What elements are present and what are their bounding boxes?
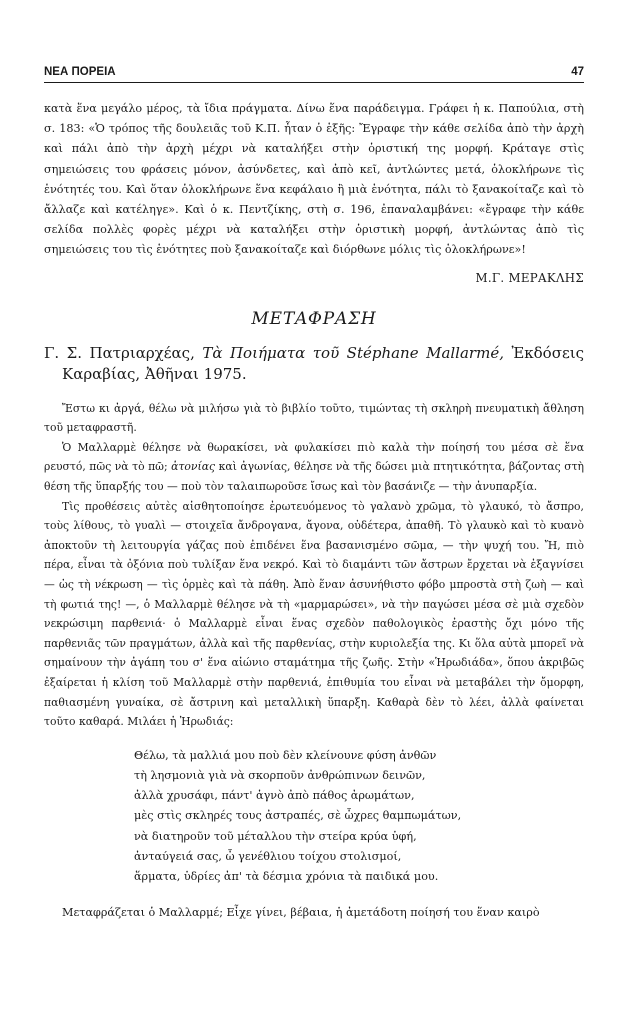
poem-line: τὴ λησμονιὰ γιὰ νὰ σκορποῦν ἀνθρώπινων δεινῶν,	[134, 768, 426, 782]
review-signature: Μ.Γ. ΜΕΡΑΚΛΗΣ	[475, 270, 584, 285]
poem-line: ἅρματα, ὑδρίες ἀπ' τὰ δέσμια χρόνια τὰ παιδικά μου.	[134, 869, 439, 883]
emphasis-word: ἀτονίας	[171, 460, 216, 474]
document-page	[44, 66, 584, 935]
poem-line: ἀλλὰ χρυσάφι, πάντ' ἁγνὸ ἀπὸ πάθος ἀρωμάτων,	[134, 789, 415, 803]
book-author: Γ. Σ. Πατριαρχέας,	[44, 343, 195, 362]
poem-line: μὲς στὶς σκληρές τους ἀστραπές, σὲ ὦχρες θαμπωμάτων,	[134, 809, 462, 823]
book-title: Τὰ Ποιήματα τοῦ Stéphane Mallarmé,	[202, 343, 504, 362]
paragraph-mallarme-intent	[44, 438, 584, 497]
poem-line: Θέλω, τὰ μαλλιά μου ποὺ δὲν κλείνουνε φύση ἀνθῶν	[134, 748, 437, 762]
running-header	[44, 66, 584, 83]
book-reference	[44, 343, 584, 385]
paragraph-intro: Ἔστω κι ἀργά, θέλω νὰ μιλήσω γιὰ τὸ βιβλίο τοῦτο, τιμώντας τὴ σκληρὴ πνευματικὴ ἄθληση τοῦ μεταφραστῆ.	[44, 401, 584, 435]
section-title: ΜΕΤΑΦΡΑΣΗ	[251, 308, 377, 329]
page-number: 47	[571, 66, 584, 78]
paragraph-part: Ὁ Μαλλαρμὲ θέλησε νὰ θωρακίσει, νὰ φυλακίσει πιὸ καλὰ τὴν ποίησή του μέσα σὲ ἕνα ρευστό, πῶς νὰ τὸ πῶ;	[44, 440, 584, 474]
book-publisher: Ἐκδόσεις Καραβίας, Ἀθῆναι 1975.	[62, 343, 584, 383]
paragraph-part: καὶ ἀγωνίας, θέλησε νὰ τῆς δώσει μιὰ πτητικότητα, βάζοντας στὴ θέση τῆς ὕπαρξής του — ποὺ τὸν ταλαιπωροῦσε ἴσως καὶ τὸν βασάνιζε — τὴν ἀνυπαρξία.	[44, 460, 585, 493]
poem-quotation	[134, 746, 584, 887]
paragraph-final-line: Μεταφράζεται ὁ Μαλλαρμέ; Εἶχε γίνει, βέβαια, ἡ ἀμετάδοτη ποίησή του ἕναν καιρὸ	[62, 906, 540, 920]
poem-line: ἀνταύγειά σας, ὦ γενέθλιου τοίχου στολισμοί,	[134, 849, 402, 863]
paragraph-colors-virginity: Τὶς προθέσεις αὐτὲς αἰσθητοποίησε ἐρωτευόμενος τὸ γαλανὸ χρῶμα, τὸ γλαυκό, τὸ ἄσπρο, τοὺς λίθους, τὸ γυαλὶ — στοιχεῖα ἄνδρογανα, ἄγονα, οὐδέτερα, ἀπαθῆ. Τὸ γλαυκὸ καὶ τὸ κυανὸ ἀποκτοῦν τὴ λειτουργία γάζας ποὺ ἐπιδένει ἕνα βασανισμένο σῶμα, — τὴν ψυχή του. Ἤ, πιὸ πέρα, εἶναι τὰ ὀξόνια ποὺ τυλίξαν ἕνα νεκρό. Καὶ τὸ διαμάντι τῶν ἄστρων ἔρχεται νὰ ἐξαγνίσει — ὡς τὴ νέκρωση — τὶς ὁρμὲς καὶ τὰ πάθη. Ἀπὸ ἕναν ἀσυνήθιστο φόβο μπροστὰ στὴ ζωὴ — καὶ τὴ φωτιά της! —, ὁ Μαλλαρμὲ θέλησε νὰ τὴ «μαρμαρώσει», νὰ τὴν παγώσει μέσα σὲ μιὰ σχεδὸν νεκρώσιμη παρθενιά· ὁ Μαλλαρμὲ εἶναι ἕνας σχεδὸν παθολογικὸς ἐραστὴς ὄχι μόνο τῆς παρθενιᾶς τῶν πραγμάτων, ἀλλὰ καὶ τῆς παρθενίας, στὴν κυριολεξία της. Κι ὅλα αὐτὰ μπορεῖ νὰ σημαίνουν τὴν ἀγάπη του σ' ἕνα αἰώνιο σταμάτημα τῆς ζωῆς. Στὴν «Ἡρωδιάδα», ὅπου ἀκριβῶς ἐξαίρεται ἡ κλίση τοῦ Μαλλαρμὲ στὴν παρθενιά, ἐπιθυμία του εἶναι νὰ μεταβάλει τὴν ὄμορφη, παθιασμένη γυναίκα, σὲ ἄστρινη καὶ μεταλλικὴ ὕπαρξη. Καθαρὰ δὲν τὸ λέει, ἀλλὰ φαίνεται τοῦτο καθαρά. Μιλάει ἡ Ἡρωδιάς:	[44, 499, 584, 729]
review-closing-paragraph: κατὰ ἕνα μεγάλο μέρος, τὰ ἴδια πράγματα. Δίνω ἕνα παράδειγμα. Γράφει ἡ κ. Παπούλια, στὴ σ. 183: «Ὁ τρόπος τῆς δουλειᾶς τοῦ Κ.Π. ἦταν ὁ ἑξῆς: Ἔγραφε τὴν κάθε σελίδα ἀπὸ τὴν ἀρχὴ καὶ πάλι ἀπὸ τὴν ἀρχὴ μέχρι νὰ καταλήξει στὴν ὁριστική της μορφή. Κράταγε στὶς σημειώσεις του φράσεις μόνον, ἀσύνδετες, καὶ ἀπὸ κεῖ, ἀντλώντες μετά, ὁλοκλήρωνε τὶς ἑνότητές του. Καὶ ὅταν ὁλοκλήρωνε ἕνα κεφάλαιο ἢ μιὰ ἑνότητα, πάλι τὸ ξανακοίταζε καὶ τὸ ἄλλαζε καὶ κατέληγε». Καὶ ὁ κ. Πεντζίκης, στὴ σ. 196, ἐπαναλαμβάνει: «ἔγραφε τὴν κάθε σελίδα πολλὲς φορὲς μέχρι νὰ καταλήξει στὴν ὁριστικὴ μορφή, ἀντλώντας ἀπὸ τὶς σημειώσεις του τὶς ἑνότητες ποὺ ξανακοίταζε καὶ διόρθωνε μόλις τὶς ὁλοκλήρωνε»!	[44, 102, 584, 257]
poem-line: νὰ διατηροῦν τοῦ μέταλλου τὴν στείρα κρύα ὑφή,	[134, 829, 417, 843]
journal-title: ΝΕΑ ΠΟΡΕΙΑ	[44, 66, 116, 78]
